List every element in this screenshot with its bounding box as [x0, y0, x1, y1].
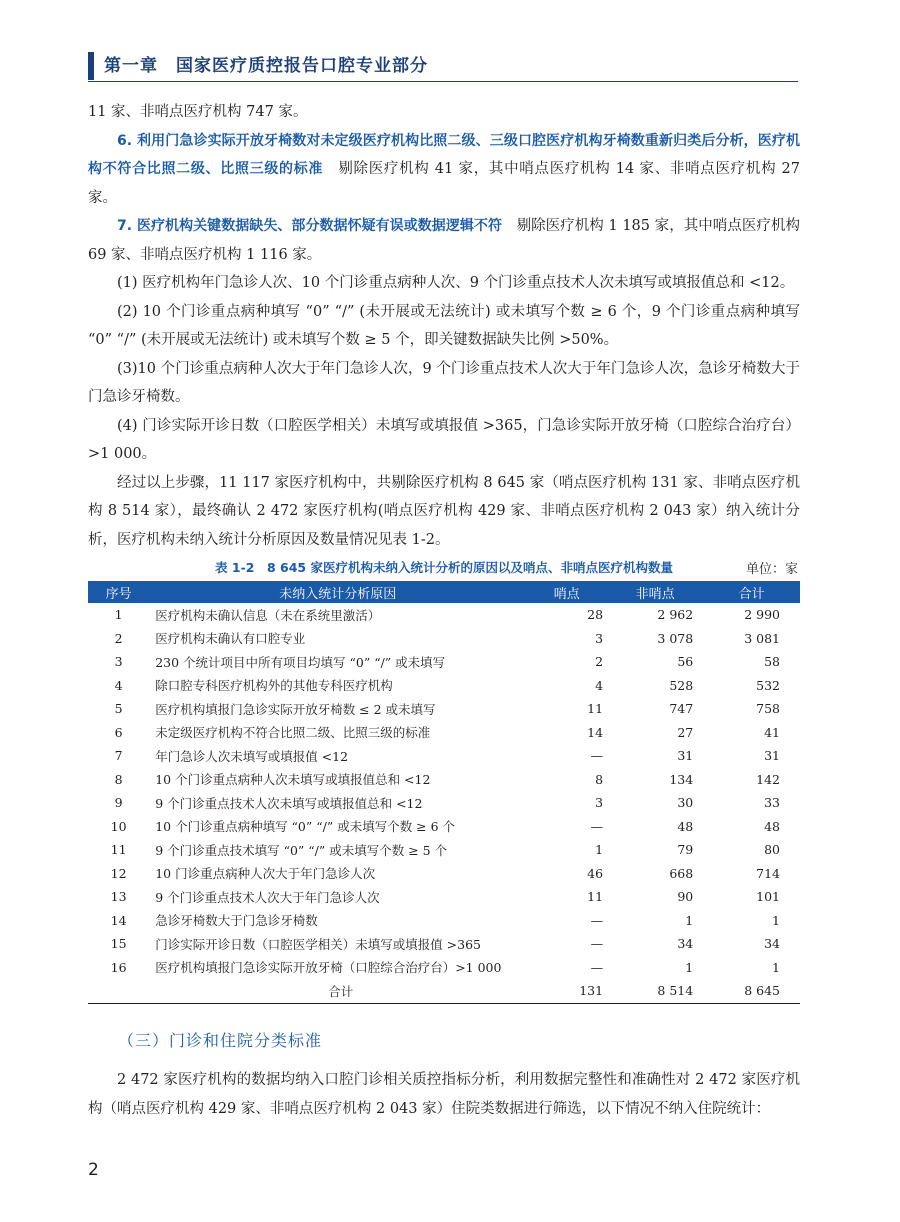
total-non-sentinel: 8 514 [607, 979, 703, 1003]
criterion-item-4: (4) 门诊实际开诊日数（口腔医学相关）未填写或填报值 >365，门急诊实际开放牙椅（口腔综合治疗台）>1 000。 [88, 417, 800, 462]
total-blank-cell [88, 979, 149, 1003]
row-no: 12 [110, 865, 127, 881]
row-total: 758 [756, 701, 780, 717]
chapter-header-bar [88, 52, 94, 80]
row-non-sentinel: 48 [677, 818, 694, 834]
table-row [88, 791, 800, 815]
summary-paragraph: 经过以上步骤，11 117 家医疗机构中，共剔除医疗机构 8 645 家（哨点医疗机构 131 家、非哨点医疗机构 8 514 家），最终确认 2 472 家医疗机构(哨点医疗机构 429 家、非哨点医疗机构 2 043 家）纳入统计分析，医疗机构未纳入统计分析原因及数量情况见表 1-2。 [88, 474, 800, 548]
row-non-sentinel: 1 [685, 912, 694, 928]
row-non-sentinel: 90 [677, 889, 694, 905]
header-total: 合计 [703, 581, 800, 603]
paragraph-continuation: 11 家、非哨点医疗机构 747 家。 [88, 104, 308, 120]
row-reason: 9 个门诊重点技术填写 “0” “/” 或未填写个数 ≥ 5 个 [155, 842, 448, 858]
row-no: 5 [114, 701, 123, 717]
table-row [88, 744, 800, 768]
row-sentinel: — [590, 912, 604, 928]
total-sentinel: 131 [526, 979, 607, 1003]
page-number: 2 [88, 1160, 99, 1180]
row-sentinel: — [590, 748, 604, 764]
table-row [88, 862, 800, 886]
row-total: 34 [764, 936, 780, 952]
row-no: 9 [114, 795, 123, 811]
row-total: 101 [756, 889, 780, 905]
row-sentinel: 28 [587, 607, 604, 623]
row-total: 80 [764, 842, 780, 858]
table-row [88, 815, 800, 839]
row-non-sentinel: 528 [669, 677, 694, 693]
row-no: 10 [110, 818, 127, 834]
row-non-sentinel: 56 [677, 654, 694, 670]
table-header-row [88, 581, 800, 603]
row-non-sentinel: 34 [677, 936, 694, 952]
paragraph-6-heading: 6. 利用门急诊实际开放牙椅数对未定级医疗机构比照二级、三级口腔医疗机构牙椅数重新归类后分析，医疗机构不符合比照二级、比照三级的标准 [88, 132, 800, 177]
row-sentinel: — [590, 936, 604, 952]
paragraph-7 [88, 212, 800, 269]
row-reason: 医疗机构未确认有口腔专业 [155, 631, 306, 647]
header-divider [88, 81, 798, 82]
header-no: 序号 [88, 581, 149, 603]
table-row [88, 768, 800, 792]
row-total: 714 [756, 865, 780, 881]
row-non-sentinel: 2 962 [657, 607, 694, 623]
row-reason: 未定级医疗机构不符合比照二级、比照三级的标准 [155, 725, 431, 741]
table-row [88, 697, 800, 721]
table-row [88, 885, 800, 909]
row-no: 8 [114, 771, 123, 787]
exclusion-table [88, 581, 800, 1004]
row-no: 11 [110, 842, 127, 858]
paragraph-6 [88, 127, 800, 213]
row-non-sentinel: 1 [685, 959, 694, 975]
row-reason: 10 个门诊重点病种填写 “0” “/” 或未填写个数 ≥ 6 个 [155, 819, 456, 835]
table-row [88, 650, 800, 674]
row-no: 6 [114, 724, 123, 740]
row-sentinel: 46 [587, 865, 604, 881]
row-reason: 医疗机构填报门急诊实际开放牙椅数 ≤ 2 或未填写 [155, 701, 436, 717]
row-reason: 230 个统计项目中所有项目均填写 “0” “/” 或未填写 [155, 654, 446, 670]
row-sentinel: 11 [587, 889, 604, 905]
row-total: 532 [756, 677, 780, 693]
row-non-sentinel: 30 [677, 795, 694, 811]
table-row [88, 932, 800, 956]
criterion-item-3: (3)10 个门诊重点病种人次大于年门急诊人次，9 个门诊重点技术人次大于年门急诊人次，急诊牙椅数大于门急诊牙椅数。 [88, 360, 800, 405]
row-total: 3 081 [744, 630, 780, 646]
paragraph-7-heading: 7. 医疗机构关键数据缺失、部分数据怀疑有误或数据逻辑不符 [117, 218, 503, 234]
row-total: 41 [764, 724, 780, 740]
row-reason: 医疗机构填报门急诊实际开放牙椅（口腔综合治疗台）>1 000 [155, 960, 502, 976]
paragraph-7-text: 剔除医疗机构 1 185 家，其中哨点医疗机构 69 家、非哨点医疗机构 1 116 家。 [88, 218, 801, 263]
total-sum: 8 645 [703, 979, 800, 1003]
row-no: 13 [110, 889, 127, 905]
row-no: 14 [110, 912, 127, 928]
row-non-sentinel: 134 [669, 771, 694, 787]
table-row [88, 721, 800, 745]
table-row [88, 956, 800, 980]
row-sentinel: — [590, 959, 604, 975]
section-body [88, 1066, 800, 1124]
row-sentinel: 2 [595, 654, 604, 670]
table-body [88, 603, 800, 1003]
table-row [88, 838, 800, 862]
row-reason: 医疗机构未确认信息（未在系统里激活） [155, 607, 381, 623]
table-caption: 表 1-2 8 645 家医疗机构未纳入统计分析的原因以及哨点、非哨点医疗机构数量 [215, 560, 673, 575]
total-label: 合计 [149, 979, 526, 1003]
table-row [88, 627, 800, 651]
header-sentinel: 哨点 [526, 581, 607, 603]
row-sentinel: 11 [587, 701, 604, 717]
row-sentinel: 3 [595, 795, 604, 811]
row-no: 15 [110, 936, 127, 952]
row-non-sentinel: 668 [669, 865, 694, 881]
criterion-item-2: (2) 10 个门诊重点病种填写 “0” “/” (未开展或无法统计) 或未填写个数 ≥ 6 个，9 个门诊重点病种填写 “0” “/” (未开展或无法统计) 或未填写个数 ≥ 5 个，即关键数据缺失比例 >50%。 [88, 303, 800, 348]
criterion-item-1: (1) 医疗机构年门急诊人次、10 个门诊重点病种人次、9 个门诊重点技术人次未填写或填报值总和 <12。 [117, 275, 795, 291]
row-sentinel: 4 [595, 677, 604, 693]
table-total-row [88, 979, 800, 1003]
table-row [88, 674, 800, 698]
row-sentinel: 14 [587, 724, 604, 740]
table-row [88, 909, 800, 933]
paragraph-6-text: 剔除医疗机构 41 家，其中哨点医疗机构 14 家、非哨点医疗机构 27 家。 [88, 161, 801, 206]
table-row [88, 603, 800, 627]
row-total: 31 [764, 748, 780, 764]
row-sentinel: — [590, 818, 604, 834]
header-reason: 未纳入统计分析原因 [149, 581, 526, 603]
row-total: 33 [764, 795, 780, 811]
row-reason: 9 个门诊重点技术人次大于年门急诊人次 [155, 889, 380, 905]
header-non-sentinel: 非哨点 [607, 581, 703, 603]
row-no: 2 [114, 630, 123, 646]
row-non-sentinel: 31 [677, 748, 694, 764]
row-sentinel: 1 [595, 842, 604, 858]
row-total: 48 [764, 818, 780, 834]
row-total: 58 [764, 654, 780, 670]
row-sentinel: 8 [595, 771, 604, 787]
section-heading: （三）门诊和住院分类标准 [118, 1031, 323, 1050]
row-non-sentinel: 79 [677, 842, 694, 858]
row-non-sentinel: 747 [669, 701, 694, 717]
row-no: 16 [110, 959, 127, 975]
row-total: 2 990 [744, 607, 780, 623]
row-no: 7 [114, 748, 123, 764]
row-reason: 除口腔专科医疗机构外的其他专科医疗机构 [155, 678, 393, 694]
row-no: 1 [114, 607, 123, 623]
row-reason: 10 门诊重点病种人次大于年门急诊人次 [155, 866, 376, 882]
row-non-sentinel: 27 [677, 724, 694, 740]
row-total: 142 [756, 771, 780, 787]
table-unit: 单位：家 [745, 562, 798, 577]
section-paragraph: 2 472 家医疗机构的数据均纳入口腔门诊相关质控指标分析，利用数据完整性和准确性对 2 472 家医疗机构（哨点医疗机构 429 家、非哨点医疗机构 2 043 家）住院类数据进行筛选，以下情况不纳入住院统计： [88, 1072, 800, 1117]
row-no: 3 [114, 654, 123, 670]
row-sentinel: 3 [595, 630, 604, 646]
row-reason: 年门急诊人次未填写或填报值 <12 [155, 748, 349, 764]
body-text [88, 98, 800, 554]
row-total: 1 [772, 959, 780, 975]
row-reason: 门诊实际开诊日数（口腔医学相关）未填写或填报值 >365 [155, 936, 481, 952]
row-non-sentinel: 3 078 [657, 630, 694, 646]
row-no: 4 [114, 677, 123, 693]
table-caption-row [88, 558, 800, 578]
row-reason: 急诊牙椅数大于门急诊牙椅数 [155, 913, 318, 929]
row-reason: 10 个门诊重点病种人次未填写或填报值总和 <12 [155, 772, 431, 788]
row-total: 1 [772, 912, 780, 928]
row-reason: 9 个门诊重点技术人次未填写或填报值总和 <12 [155, 795, 423, 811]
chapter-title: 第一章 国家医疗质控报告口腔专业部分 [104, 56, 428, 76]
